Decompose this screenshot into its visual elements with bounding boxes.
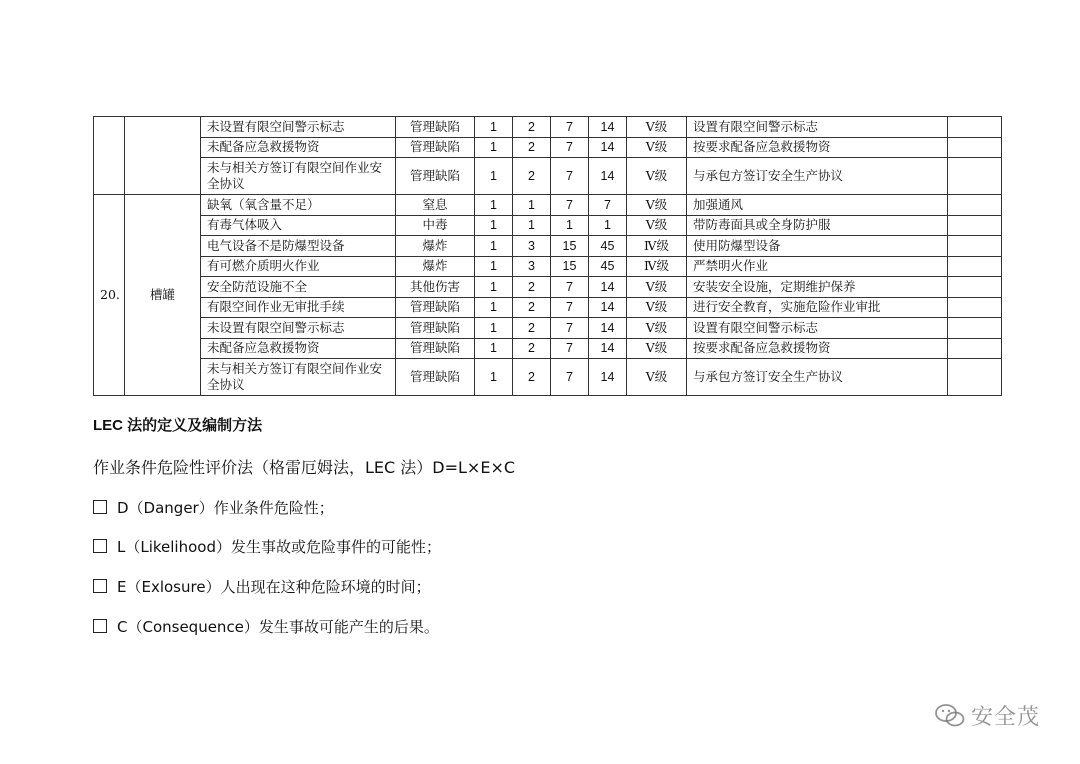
remarks-cell (948, 158, 1002, 195)
remarks-cell (948, 256, 1002, 277)
checkbox-icon (93, 619, 107, 633)
risk-grade-cell: Ⅴ级 (627, 117, 687, 138)
table-row (94, 318, 1002, 339)
hazard-cell: 电气设备不是防爆型设备 (201, 236, 396, 257)
control-measure-cell: 进行安全教育，实施危险作业审批 (687, 297, 948, 318)
e-value-cell: 2 (513, 318, 551, 339)
definition-item-e (93, 576, 431, 597)
risk-grade-cell: Ⅳ级 (627, 256, 687, 277)
c-value-cell: 1 (551, 215, 589, 236)
control-measure-cell: 带防毒面具或全身防护服 (687, 215, 948, 236)
c-value-cell: 7 (551, 117, 589, 138)
l-value-cell: 1 (475, 195, 513, 216)
table-row (94, 277, 1002, 298)
hazard-cell: 未配备应急救援物资 (201, 338, 396, 359)
e-value-cell: 1 (513, 195, 551, 216)
risk-grade-cell: Ⅴ级 (627, 297, 687, 318)
row-number-cell (94, 117, 125, 195)
hazard-cell: 有毒气体吸入 (201, 215, 396, 236)
table-row (94, 256, 1002, 277)
accident-type-cell: 管理缺陷 (396, 158, 475, 195)
control-measure-cell: 设置有限空间警示标志 (687, 318, 948, 339)
d-value-cell: 14 (589, 158, 627, 195)
risk-grade-cell: Ⅴ级 (627, 195, 687, 216)
accident-type-cell: 管理缺陷 (396, 297, 475, 318)
remarks-cell (948, 359, 1002, 396)
control-measure-cell: 按要求配备应急救援物资 (687, 137, 948, 158)
e-value-cell: 2 (513, 338, 551, 359)
definition-text: D（Danger）作业条件危险性； (117, 499, 334, 517)
checkbox-icon (93, 539, 107, 553)
site-cell: 槽罐 (125, 195, 201, 396)
c-value-cell: 7 (551, 195, 589, 216)
hazard-cell: 未设置有限空间警示标志 (201, 117, 396, 138)
definition-text: L（Likelihood）发生事故或危险事件的可能性； (117, 538, 441, 556)
risk-assessment-table (93, 116, 1002, 396)
watermark (935, 700, 1040, 731)
l-value-cell: 1 (475, 117, 513, 138)
accident-type-cell: 爆炸 (396, 256, 475, 277)
l-value-cell: 1 (475, 215, 513, 236)
definition-item-d (93, 497, 334, 518)
accident-type-cell: 窒息 (396, 195, 475, 216)
control-measure-cell: 与承包方签订安全生产协议 (687, 359, 948, 396)
l-value-cell: 1 (475, 318, 513, 339)
e-value-cell: 2 (513, 297, 551, 318)
control-measure-cell: 设置有限空间警示标志 (687, 117, 948, 138)
control-measure-cell: 安装安全设施，定期维护保养 (687, 277, 948, 298)
e-value-cell: 2 (513, 158, 551, 195)
d-value-cell: 45 (589, 256, 627, 277)
accident-type-cell: 管理缺陷 (396, 318, 475, 339)
remarks-cell (948, 297, 1002, 318)
table-row (94, 297, 1002, 318)
c-value-cell: 7 (551, 297, 589, 318)
d-value-cell: 14 (589, 359, 627, 396)
checkbox-icon (93, 579, 107, 593)
definition-item-c (93, 616, 439, 637)
e-value-cell: 3 (513, 236, 551, 257)
l-value-cell: 1 (475, 236, 513, 257)
risk-grade-cell: Ⅳ级 (627, 236, 687, 257)
accident-type-cell: 爆炸 (396, 236, 475, 257)
hazard-cell: 未配备应急救援物资 (201, 137, 396, 158)
table-row (94, 215, 1002, 236)
lec-formula: 作业条件危险性评价法（格雷厄姆法，LEC 法）D=L×E×C (93, 458, 516, 477)
e-value-cell: 2 (513, 359, 551, 396)
remarks-cell (948, 338, 1002, 359)
l-value-cell: 1 (475, 158, 513, 195)
accident-type-cell: 其他伤害 (396, 277, 475, 298)
hazard-cell: 安全防范设施不全 (201, 277, 396, 298)
d-value-cell: 14 (589, 137, 627, 158)
remarks-cell (948, 117, 1002, 138)
risk-grade-cell: Ⅴ级 (627, 277, 687, 298)
table-row (94, 158, 1002, 195)
table-row (94, 117, 1002, 138)
control-measure-cell: 使用防爆型设备 (687, 236, 948, 257)
d-value-cell: 14 (589, 277, 627, 298)
d-value-cell: 14 (589, 338, 627, 359)
risk-grade-cell: Ⅴ级 (627, 158, 687, 195)
risk-grade-cell: Ⅴ级 (627, 318, 687, 339)
accident-type-cell: 管理缺陷 (396, 117, 475, 138)
d-value-cell: 7 (589, 195, 627, 216)
control-measure-cell: 按要求配备应急救援物资 (687, 338, 948, 359)
e-value-cell: 1 (513, 215, 551, 236)
c-value-cell: 7 (551, 137, 589, 158)
remarks-cell (948, 318, 1002, 339)
remarks-cell (948, 277, 1002, 298)
e-value-cell: 2 (513, 277, 551, 298)
hazard-cell: 未与相关方签订有限空间作业安全协议 (201, 359, 396, 396)
risk-grade-cell: Ⅴ级 (627, 359, 687, 396)
risk-grade-cell: Ⅴ级 (627, 215, 687, 236)
remarks-cell (948, 236, 1002, 257)
control-measure-cell: 加强通风 (687, 195, 948, 216)
accident-type-cell: 管理缺陷 (396, 137, 475, 158)
accident-type-cell: 管理缺陷 (396, 359, 475, 396)
l-value-cell: 1 (475, 137, 513, 158)
definition-text: E（Exlosure）人出现在这种危险环境的时间； (117, 578, 431, 596)
l-value-cell: 1 (475, 338, 513, 359)
accident-type-cell: 管理缺陷 (396, 338, 475, 359)
watermark-text: 安全茂 (970, 705, 1040, 730)
e-value-cell: 2 (513, 137, 551, 158)
hazard-cell: 缺氧（氧含量不足） (201, 195, 396, 216)
c-value-cell: 7 (551, 318, 589, 339)
d-value-cell: 14 (589, 117, 627, 138)
l-value-cell: 1 (475, 297, 513, 318)
d-value-cell: 45 (589, 236, 627, 257)
control-measure-cell: 严禁明火作业 (687, 256, 948, 277)
table-row (94, 338, 1002, 359)
risk-grade-cell: Ⅴ级 (627, 338, 687, 359)
table-row (94, 359, 1002, 396)
c-value-cell: 7 (551, 338, 589, 359)
definition-item-l (93, 536, 441, 557)
table-row (94, 195, 1002, 216)
remarks-cell (948, 215, 1002, 236)
checkbox-icon (93, 500, 107, 514)
hazard-cell: 未设置有限空间警示标志 (201, 318, 396, 339)
definition-text: C（Consequence）发生事故可能产生的后果。 (117, 618, 439, 636)
d-value-cell: 14 (589, 318, 627, 339)
table-row (94, 137, 1002, 158)
c-value-cell: 7 (551, 158, 589, 195)
hazard-cell: 有可燃介质明火作业 (201, 256, 396, 277)
section-heading: LEC 法的定义及编制方法 (93, 417, 263, 434)
l-value-cell: 1 (475, 256, 513, 277)
site-cell (125, 117, 201, 195)
l-value-cell: 1 (475, 359, 513, 396)
table-row (94, 236, 1002, 257)
risk-grade-cell: Ⅴ级 (627, 137, 687, 158)
control-measure-cell: 与承包方签订安全生产协议 (687, 158, 948, 195)
wechat-icon (935, 703, 965, 729)
d-value-cell: 1 (589, 215, 627, 236)
d-value-cell: 14 (589, 297, 627, 318)
e-value-cell: 3 (513, 256, 551, 277)
hazard-cell: 有限空间作业无审批手续 (201, 297, 396, 318)
hazard-cell: 未与相关方签订有限空间作业安全协议 (201, 158, 396, 195)
l-value-cell: 1 (475, 277, 513, 298)
remarks-cell (948, 137, 1002, 158)
accident-type-cell: 中毒 (396, 215, 475, 236)
remarks-cell (948, 195, 1002, 216)
c-value-cell: 15 (551, 236, 589, 257)
c-value-cell: 15 (551, 256, 589, 277)
c-value-cell: 7 (551, 277, 589, 298)
e-value-cell: 2 (513, 117, 551, 138)
c-value-cell: 7 (551, 359, 589, 396)
row-number-cell: 20. (94, 195, 125, 396)
